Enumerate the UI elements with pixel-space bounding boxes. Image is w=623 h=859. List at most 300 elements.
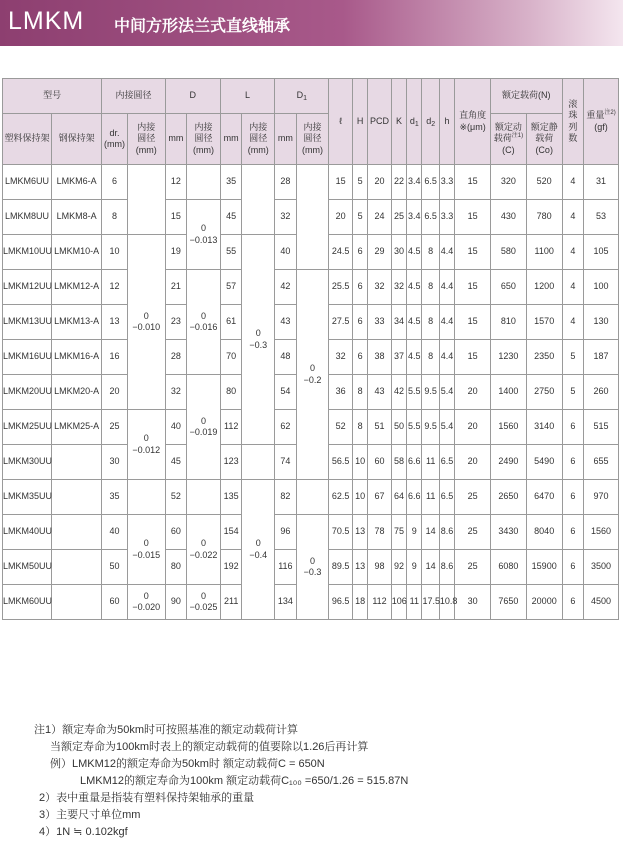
- bolt-hole-d1-cell: 6.6: [407, 445, 422, 480]
- static-load-cell: 15900: [526, 550, 562, 585]
- d1-tol-cell: 0 −0.3: [296, 515, 329, 620]
- flange-dia-cell: 134: [275, 585, 296, 620]
- static-load-cell: 1200: [526, 270, 562, 305]
- dynamic-load-cell: 1560: [491, 410, 527, 445]
- flange-thick-cell: 13: [352, 515, 367, 550]
- flange-pos-cell: 32: [329, 340, 353, 375]
- counterbore-d2-cell: 11: [422, 445, 439, 480]
- h-L-mm: mm: [220, 114, 241, 165]
- bolt-hole-d1-cell: 9: [407, 515, 422, 550]
- spec-table-body: [3, 165, 619, 620]
- pcd-cell: 112: [368, 585, 392, 620]
- static-load-cell: 20000: [526, 585, 562, 620]
- inner-dia-cell: 12: [102, 270, 128, 305]
- length-cell: 154: [220, 515, 241, 550]
- counterbore-d2-cell: 8: [422, 340, 439, 375]
- counterbore-h-cell: 10.8: [439, 585, 454, 620]
- bolt-hole-d1-cell: 3.4: [407, 200, 422, 235]
- counterbore-d2-cell: 14: [422, 550, 439, 585]
- flange-thick-cell: 6: [352, 305, 367, 340]
- dynamic-load-cell: 810: [491, 305, 527, 340]
- model-steel-cell: [52, 585, 102, 620]
- model-plastic-cell: LMKM40UU: [3, 515, 52, 550]
- note-3: 3）主要尺寸单位mm: [39, 809, 141, 821]
- counterbore-d2-cell: 14: [422, 515, 439, 550]
- table-row: [3, 515, 619, 550]
- flange-dia-cell: 54: [275, 375, 296, 410]
- weight-cell: 1560: [584, 515, 619, 550]
- model-steel-cell: [52, 550, 102, 585]
- counterbore-h-cell: 5.4: [439, 375, 454, 410]
- pcd-cell: 24: [368, 200, 392, 235]
- d-tol-cell: 0 −0.019: [187, 375, 221, 480]
- d-tol-cell: 0 −0.016: [187, 270, 221, 375]
- flange-width-cell: 25: [391, 200, 406, 235]
- flange-pos-cell: 62.5: [329, 480, 353, 515]
- pcd-cell: 32: [368, 270, 392, 305]
- flange-thick-cell: 10: [352, 480, 367, 515]
- outer-dia-cell: 90: [165, 585, 186, 620]
- weight-cell: 3500: [584, 550, 619, 585]
- model-plastic-cell: LMKM60UU: [3, 585, 52, 620]
- inner-dia-cell: 20: [102, 375, 128, 410]
- spec-table: [2, 78, 619, 620]
- pcd-cell: 20: [368, 165, 392, 200]
- flange-width-cell: 106: [391, 585, 406, 620]
- perpendicularity-cell: 25: [455, 550, 491, 585]
- static-load-cell: 520: [526, 165, 562, 200]
- inner-dia-cell: 8: [102, 200, 128, 235]
- dr-tol-cell: 0 −0.010: [127, 235, 165, 410]
- dynamic-load-cell: 2650: [491, 480, 527, 515]
- outer-dia-cell: 52: [165, 480, 186, 515]
- counterbore-d2-cell: 11: [422, 480, 439, 515]
- perpendicularity-cell: 20: [455, 445, 491, 480]
- perpendicularity-cell: 25: [455, 480, 491, 515]
- flange-thick-cell: 8: [352, 375, 367, 410]
- inner-dia-cell: 6: [102, 165, 128, 200]
- h-static-load: 额定静 载荷 (Co): [526, 114, 562, 165]
- perpendicularity-cell: 15: [455, 305, 491, 340]
- model-plastic-cell: LMKM8UU: [3, 200, 52, 235]
- h-D1-mm: mm: [275, 114, 296, 165]
- static-load-cell: 8040: [526, 515, 562, 550]
- h-dynamic-load: 额定动 载荷$^{注1)}$ (C): [491, 114, 527, 165]
- d-tol-cell: 0 −0.022: [187, 515, 221, 585]
- flange-width-cell: 37: [391, 340, 406, 375]
- outer-dia-cell: 40: [165, 410, 186, 445]
- counterbore-d2-cell: 17.5: [422, 585, 439, 620]
- pcd-cell: 67: [368, 480, 392, 515]
- static-load-cell: 780: [526, 200, 562, 235]
- flange-thick-cell: 6: [352, 270, 367, 305]
- dr-tol-cell: 0 −0.012: [127, 410, 165, 480]
- pcd-cell: 98: [368, 550, 392, 585]
- inner-dia-cell: 30: [102, 445, 128, 480]
- h-l: ℓ: [329, 79, 353, 165]
- pcd-cell: 43: [368, 375, 392, 410]
- flange-dia-cell: 42: [275, 270, 296, 305]
- counterbore-d2-cell: 9.5: [422, 410, 439, 445]
- l-tol-cell: [242, 445, 275, 480]
- outer-dia-cell: 15: [165, 200, 186, 235]
- ball-rows-cell: 5: [562, 340, 583, 375]
- bolt-hole-d1-cell: 4.5: [407, 235, 422, 270]
- dynamic-load-cell: 650: [491, 270, 527, 305]
- h-perpendicularity: 直角度 ※(μm): [455, 79, 491, 165]
- model-plastic-cell: LMKM20UU: [3, 375, 52, 410]
- bolt-hole-d1-cell: 9: [407, 550, 422, 585]
- perpendicularity-cell: 15: [455, 340, 491, 375]
- model-steel-cell: LMKM12-A: [52, 270, 102, 305]
- flange-dia-cell: 74: [275, 445, 296, 480]
- ball-rows-cell: 4: [562, 305, 583, 340]
- model-steel-cell: LMKM16-A: [52, 340, 102, 375]
- length-cell: 57: [220, 270, 241, 305]
- flange-width-cell: 75: [391, 515, 406, 550]
- bolt-hole-d1-cell: 6.6: [407, 480, 422, 515]
- outer-dia-cell: 28: [165, 340, 186, 375]
- inner-dia-cell: 35: [102, 480, 128, 515]
- outer-dia-cell: 45: [165, 445, 186, 480]
- flange-width-cell: 34: [391, 305, 406, 340]
- flange-width-cell: 42: [391, 375, 406, 410]
- product-code: LMKM: [8, 7, 85, 35]
- length-cell: 192: [220, 550, 241, 585]
- perpendicularity-cell: 15: [455, 235, 491, 270]
- flange-dia-cell: 96: [275, 515, 296, 550]
- ball-rows-cell: 4: [562, 165, 583, 200]
- inner-dia-cell: 13: [102, 305, 128, 340]
- flange-pos-cell: 36: [329, 375, 353, 410]
- flange-thick-cell: 6: [352, 340, 367, 375]
- h-PCD: PCD: [368, 79, 392, 165]
- counterbore-h-cell: 6.5: [439, 445, 454, 480]
- h-L: L: [220, 79, 274, 114]
- weight-cell: 53: [584, 200, 619, 235]
- h-H: H: [352, 79, 367, 165]
- h-d2: $d_2$: [422, 79, 439, 165]
- model-plastic-cell: LMKM6UU: [3, 165, 52, 200]
- title-banner: [0, 0, 623, 46]
- h-D: D: [165, 79, 220, 114]
- bolt-hole-d1-cell: 5.5: [407, 375, 422, 410]
- model-plastic-cell: LMKM13UU: [3, 305, 52, 340]
- pcd-cell: 33: [368, 305, 392, 340]
- ball-rows-cell: 6: [562, 515, 583, 550]
- flange-dia-cell: 43: [275, 305, 296, 340]
- counterbore-h-cell: 4.4: [439, 270, 454, 305]
- flange-width-cell: 58: [391, 445, 406, 480]
- static-load-cell: 1100: [526, 235, 562, 270]
- h-h: h: [439, 79, 454, 165]
- inner-dia-cell: 16: [102, 340, 128, 375]
- counterbore-h-cell: 5.4: [439, 410, 454, 445]
- flange-pos-cell: 25.5: [329, 270, 353, 305]
- flange-dia-cell: 32: [275, 200, 296, 235]
- ball-rows-cell: 6: [562, 480, 583, 515]
- flange-pos-cell: 15: [329, 165, 353, 200]
- static-load-cell: 5490: [526, 445, 562, 480]
- h-D-mm: mm: [165, 114, 186, 165]
- flange-thick-cell: 18: [352, 585, 367, 620]
- note-2: 2）表中重量是指装有塑料保持架轴承的重量: [39, 792, 255, 804]
- h-dr-tol: 内接 圆径 (mm): [127, 114, 165, 165]
- weight-cell: 655: [584, 445, 619, 480]
- length-cell: 70: [220, 340, 241, 375]
- length-cell: 112: [220, 410, 241, 445]
- length-cell: 61: [220, 305, 241, 340]
- flange-dia-cell: 82: [275, 480, 296, 515]
- dr-tol-cell: 0 −0.020: [127, 585, 165, 620]
- outer-dia-cell: 19: [165, 235, 186, 270]
- flange-width-cell: 64: [391, 480, 406, 515]
- flange-dia-cell: 116: [275, 550, 296, 585]
- ball-rows-cell: 4: [562, 270, 583, 305]
- model-plastic-cell: LMKM30UU: [3, 445, 52, 480]
- model-steel-cell: LMKM25-A: [52, 410, 102, 445]
- length-cell: 80: [220, 375, 241, 410]
- weight-cell: 105: [584, 235, 619, 270]
- dynamic-load-cell: 430: [491, 200, 527, 235]
- flange-width-cell: 32: [391, 270, 406, 305]
- ball-rows-cell: 4: [562, 235, 583, 270]
- note-4: 4）1N ≒ 0.102kgf: [39, 826, 128, 838]
- outer-dia-cell: 21: [165, 270, 186, 305]
- note-1: 注1）额定寿命为50km时可按照基准的额定动载荷计算: [34, 724, 299, 736]
- length-cell: 45: [220, 200, 241, 235]
- pcd-cell: 78: [368, 515, 392, 550]
- outer-dia-cell: 32: [165, 375, 186, 410]
- model-steel-cell: [52, 515, 102, 550]
- h-plastic-cage: 塑料保持架: [3, 114, 52, 165]
- flange-pos-cell: 52: [329, 410, 353, 445]
- flange-thick-cell: 10: [352, 445, 367, 480]
- inner-dia-cell: 50: [102, 550, 128, 585]
- counterbore-h-cell: 8.6: [439, 550, 454, 585]
- length-cell: 123: [220, 445, 241, 480]
- d-tol-cell: 0 −0.013: [187, 200, 221, 270]
- product-title: 中间方形法兰式直线轴承: [114, 18, 291, 35]
- counterbore-h-cell: 4.4: [439, 235, 454, 270]
- bolt-hole-d1-cell: 11: [407, 585, 422, 620]
- note-1-example: 例）LMKM12的额定寿命为50km时 额定动载荷C = 650N: [50, 758, 325, 770]
- d1-tol-cell: 0 −0.2: [296, 270, 329, 480]
- model-plastic-cell: LMKM25UU: [3, 410, 52, 445]
- h-d1: $d_1$: [407, 79, 422, 165]
- weight-cell: 970: [584, 480, 619, 515]
- flange-pos-cell: 20: [329, 200, 353, 235]
- pcd-cell: 38: [368, 340, 392, 375]
- model-steel-cell: LMKM13-A: [52, 305, 102, 340]
- static-load-cell: 2350: [526, 340, 562, 375]
- flange-pos-cell: 27.5: [329, 305, 353, 340]
- inner-dia-cell: 10: [102, 235, 128, 270]
- flange-width-cell: 30: [391, 235, 406, 270]
- h-D1: $D_1$: [275, 79, 329, 114]
- flange-pos-cell: 24.5: [329, 235, 353, 270]
- model-plastic-cell: LMKM35UU: [3, 480, 52, 515]
- outer-dia-cell: 23: [165, 305, 186, 340]
- weight-cell: 187: [584, 340, 619, 375]
- h-weight: 重量$^{注2)}$ (gf): [584, 79, 619, 165]
- counterbore-d2-cell: 8: [422, 235, 439, 270]
- counterbore-d2-cell: 8: [422, 305, 439, 340]
- footnotes: [34, 722, 408, 841]
- ball-rows-cell: 6: [562, 445, 583, 480]
- flange-dia-cell: 48: [275, 340, 296, 375]
- perpendicularity-cell: 20: [455, 375, 491, 410]
- d1-tol-cell: [296, 165, 329, 270]
- model-plastic-cell: LMKM10UU: [3, 235, 52, 270]
- flange-thick-cell: 6: [352, 235, 367, 270]
- perpendicularity-cell: 15: [455, 165, 491, 200]
- counterbore-h-cell: 6.5: [439, 480, 454, 515]
- perpendicularity-cell: 15: [455, 200, 491, 235]
- counterbore-h-cell: 4.4: [439, 305, 454, 340]
- flange-thick-cell: 5: [352, 200, 367, 235]
- model-steel-cell: LMKM6-A: [52, 165, 102, 200]
- ball-rows-cell: 4: [562, 200, 583, 235]
- h-steel-cage: 钢保持架: [52, 114, 102, 165]
- note-1-line-2: 当额定寿命为100km时表上的额定动载荷的值要除以1.26后再计算: [50, 741, 369, 753]
- bolt-hole-d1-cell: 4.5: [407, 270, 422, 305]
- ball-rows-cell: 6: [562, 410, 583, 445]
- ball-rows-cell: 6: [562, 585, 583, 620]
- flange-dia-cell: 28: [275, 165, 296, 200]
- static-load-cell: 6470: [526, 480, 562, 515]
- model-steel-cell: [52, 445, 102, 480]
- dynamic-load-cell: 3430: [491, 515, 527, 550]
- flange-dia-cell: 62: [275, 410, 296, 445]
- dr-tol-cell: [127, 480, 165, 515]
- h-rated-load: 额定载荷(N): [491, 79, 563, 114]
- dynamic-load-cell: 1400: [491, 375, 527, 410]
- bolt-hole-d1-cell: 4.5: [407, 305, 422, 340]
- flange-width-cell: 92: [391, 550, 406, 585]
- flange-thick-cell: 8: [352, 410, 367, 445]
- h-ball-rows: 滚 珠 列 数: [562, 79, 583, 165]
- dynamic-load-cell: 7650: [491, 585, 527, 620]
- inner-dia-cell: 40: [102, 515, 128, 550]
- l-tol-cell: 0 −0.4: [242, 480, 275, 620]
- flange-width-cell: 50: [391, 410, 406, 445]
- h-model: 型号: [3, 79, 102, 114]
- d-tol-cell: [187, 165, 221, 200]
- flange-thick-cell: 5: [352, 165, 367, 200]
- note-1-example-2: LMKM12的额定寿命为100km 额定动载荷C₁₀₀ =650/1.26 = 515.87N: [80, 775, 409, 787]
- weight-cell: 260: [584, 375, 619, 410]
- weight-cell: 31: [584, 165, 619, 200]
- length-cell: 55: [220, 235, 241, 270]
- flange-pos-cell: 56.5: [329, 445, 353, 480]
- inner-dia-cell: 60: [102, 585, 128, 620]
- model-steel-cell: LMKM10-A: [52, 235, 102, 270]
- flange-pos-cell: 70.5: [329, 515, 353, 550]
- dr-tol-cell: 0 −0.015: [127, 515, 165, 585]
- perpendicularity-cell: 30: [455, 585, 491, 620]
- counterbore-h-cell: 3.3: [439, 200, 454, 235]
- length-cell: 135: [220, 480, 241, 515]
- table-row: [3, 480, 619, 515]
- perpendicularity-cell: 25: [455, 515, 491, 550]
- length-cell: 35: [220, 165, 241, 200]
- inner-dia-cell: 25: [102, 410, 128, 445]
- l-tol-cell: 0 −0.3: [242, 235, 275, 445]
- h-L-tol: 内接 圆径 (mm): [242, 114, 275, 165]
- d-tol-cell: [187, 480, 221, 515]
- weight-cell: 515: [584, 410, 619, 445]
- bolt-hole-d1-cell: 4.5: [407, 340, 422, 375]
- d-tol-cell: 0 −0.025: [187, 585, 221, 620]
- flange-pos-cell: 89.5: [329, 550, 353, 585]
- dr-tol-cell: [127, 165, 165, 235]
- model-plastic-cell: LMKM12UU: [3, 270, 52, 305]
- l-tol-cell: [242, 165, 275, 235]
- static-load-cell: 2750: [526, 375, 562, 410]
- h-dr: dr. (mm): [102, 114, 128, 165]
- outer-dia-cell: 12: [165, 165, 186, 200]
- dynamic-load-cell: 2490: [491, 445, 527, 480]
- pcd-cell: 29: [368, 235, 392, 270]
- table-row: [3, 165, 619, 200]
- h-D-tol: 内接 圆径 (mm): [187, 114, 221, 165]
- dynamic-load-cell: 320: [491, 165, 527, 200]
- weight-cell: 130: [584, 305, 619, 340]
- model-steel-cell: [52, 480, 102, 515]
- perpendicularity-cell: 15: [455, 270, 491, 305]
- flange-width-cell: 22: [391, 165, 406, 200]
- table-row: [3, 270, 619, 305]
- counterbore-h-cell: 3.3: [439, 165, 454, 200]
- model-plastic-cell: LMKM50UU: [3, 550, 52, 585]
- model-plastic-cell: LMKM16UU: [3, 340, 52, 375]
- perpendicularity-cell: 20: [455, 410, 491, 445]
- outer-dia-cell: 80: [165, 550, 186, 585]
- dynamic-load-cell: 6080: [491, 550, 527, 585]
- counterbore-d2-cell: 9.5: [422, 375, 439, 410]
- weight-cell: 100: [584, 270, 619, 305]
- dynamic-load-cell: 1230: [491, 340, 527, 375]
- ball-rows-cell: 6: [562, 550, 583, 585]
- outer-dia-cell: 60: [165, 515, 186, 550]
- weight-cell: 4500: [584, 585, 619, 620]
- counterbore-h-cell: 8.6: [439, 515, 454, 550]
- flange-thick-cell: 13: [352, 550, 367, 585]
- bolt-hole-d1-cell: 3.4: [407, 165, 422, 200]
- counterbore-d2-cell: 6.5: [422, 165, 439, 200]
- flange-dia-cell: 40: [275, 235, 296, 270]
- d1-tol-cell: [296, 480, 329, 515]
- h-D1-tol: 内接 圆径 (mm): [296, 114, 329, 165]
- bolt-hole-d1-cell: 5.5: [407, 410, 422, 445]
- counterbore-h-cell: 4.4: [439, 340, 454, 375]
- static-load-cell: 1570: [526, 305, 562, 340]
- h-inner: 内接圆径: [102, 79, 165, 114]
- length-cell: 211: [220, 585, 241, 620]
- h-K: K: [391, 79, 406, 165]
- static-load-cell: 3140: [526, 410, 562, 445]
- model-steel-cell: LMKM8-A: [52, 200, 102, 235]
- flange-pos-cell: 96.5: [329, 585, 353, 620]
- pcd-cell: 51: [368, 410, 392, 445]
- counterbore-d2-cell: 8: [422, 270, 439, 305]
- dynamic-load-cell: 580: [491, 235, 527, 270]
- model-steel-cell: LMKM20-A: [52, 375, 102, 410]
- pcd-cell: 60: [368, 445, 392, 480]
- ball-rows-cell: 5: [562, 375, 583, 410]
- counterbore-d2-cell: 6.5: [422, 200, 439, 235]
